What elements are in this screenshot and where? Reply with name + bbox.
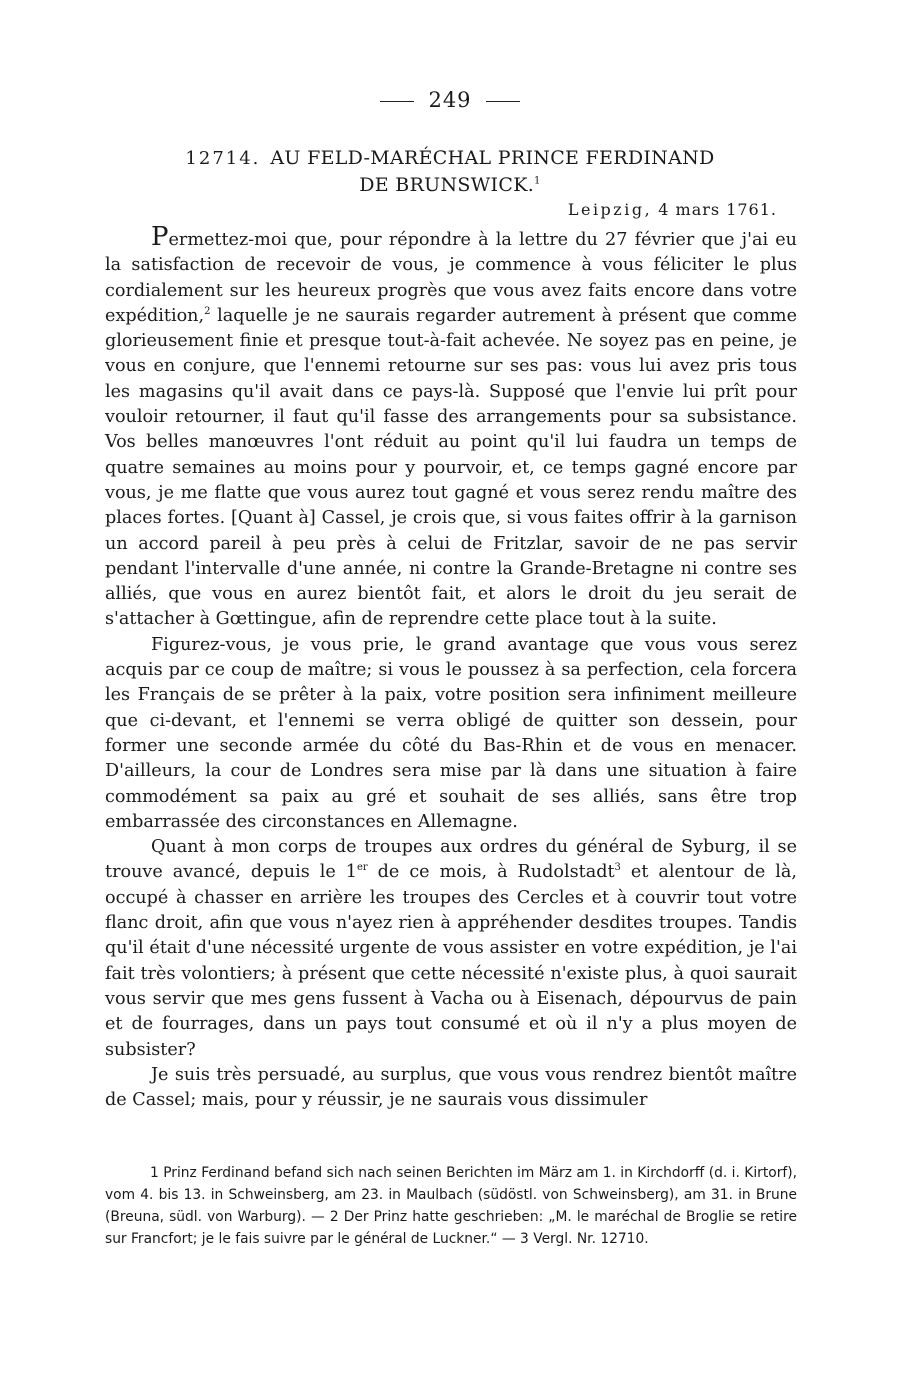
page-number	[0, 88, 900, 112]
page-number-dash-left	[380, 101, 414, 102]
paragraph-2: Figurez-vous, je vous prie, le grand avantage que vous vous serez acquis par ce coup de maître; si vous le poussez à sa perfection, cela forcera les Français de se prêter à la paix, votre position sera infiniment meilleure que ci-devant, et l'ennemi se verra obligé de quitter son dessein, pour former une seconde armée du côté du Bas-Rhin et de vous en menacer. D'ailleurs, la cour de Londres sera mise par là dans une situation à faire commodément sa paix au gré et souhait de ses alliés, sans être trop embarrassée des circonstances en Allemagne.	[105, 634, 797, 832]
paragraph-3-text-a: Quant à mon corps de troupes aux ordres du général de Syburg, il se trouve avancé, depuis le 1	[105, 837, 797, 883]
paragraph-3-text-b: de ce mois, à Rudolstadt	[367, 862, 615, 883]
paragraph-1-text-b: laquelle je ne saurais regarder autrement à présent que comme glorieusement finie et presque tout-à-fait achevée. Ne soyez pas en peine, je vous en conjure, que l'ennemi retourne sur ses pas: vous lui avez pris tous les magasins qu'il avait dans ce pays-là. Supposé que l'envie lui prît pour vouloir retourner, il faut qu'il fasse des arrangements pour sa subsistance. Vos belles manœuvres l'ont réduit au point qu'il lui faudra un temps de quatre semaines au moins pour y pourvoir, et, ce temps gagné encore par vous, je me flatte que vous aurez tout gagné et vous serez rendu maître des places fortes. [Quant à] Cassel, je crois que, si vous faites offrir à la garnison un accord pareil à peu près à celui de Fritzlar, savoir de ne pas servir pendant l'intervalle d'une année, ni contre la Grande-Bretagne ni contre ses alliés, que vous en aurez bientôt fait, et alors le droit du jeu serait de s'attacher à Gœttingue, afin de reprendre cette place tout à la suite.	[105, 305, 797, 630]
footnote-ref-1: 1	[534, 175, 541, 187]
ordinal-suffix: er	[356, 862, 368, 874]
footnote-ref-2: 2	[204, 306, 211, 318]
letter-title	[105, 145, 795, 199]
letter-number: 12714.	[185, 148, 261, 169]
page-number-text: 249	[428, 88, 472, 112]
footnotes-text: 1 Prinz Ferdinand befand sich nach seinen Berichten im März am 1. in Kirchdorff (d. i. Kirtorf), vom 4. bis 13. in Schweinsberg, am 23. in Maulbach (südöstl. von Schweinsberg), am 31. in Brune (Breuna, südl. von Warburg). — 2 Der Prinz hatte geschrieben: „M. le maréchal de Broglie se retire sur Francfort; je le fais suivre par le général de Luckner.“ — 3 Vergl. Nr. 12710.	[105, 1165, 797, 1247]
letter-body	[105, 222, 797, 1113]
footnotes	[105, 1162, 797, 1250]
page-number-dash-right	[486, 101, 520, 102]
paragraph-1	[105, 222, 797, 633]
paragraph-3-text-c: et alentour de là, occupé à chasser en arrière les troupes des Cercles et à couvrir tout votre flanc droit, afin que vous n'ayez rien à appréhender desdites troupes. Tandis qu'il était d'une nécessité urgente de vous assister en votre expédition, je l'ai fait très volontiers; à présent que cette nécessité n'existe plus, à quoi saurait vous servir que mes gens fussent à Vacha ou à Eisenach, dépourvus de pain et de fourrages, dans un pays tout consumé et où il n'y a plus moyen de subsister?	[105, 862, 797, 1060]
dateline	[568, 200, 777, 219]
paragraph-4: Je suis très persuadé, au surplus, que vous vous rendrez bientôt maître de Cassel; mais, pour y réussir, je ne saurais vous dissimuler	[105, 1064, 797, 1111]
paragraph-3	[105, 835, 797, 1063]
initial-letter: P	[151, 222, 169, 252]
dateline-date: 4 mars 1761.	[658, 200, 777, 219]
dateline-place: Leipzig,	[567, 200, 653, 219]
letter-title-line1: AU FELD-MARÉCHAL PRINCE FERDINAND	[270, 147, 715, 169]
letter-title-line2: DE BRUNSWICK.	[359, 174, 535, 196]
footnote-ref-3: 3	[614, 862, 621, 874]
paragraph-1-text-a: ermettez-moi que, pour répondre à la lettre du 27 février que j'ai eu la satisfaction de recevoir de vous, je commence à vous féliciter le plus cordialement sur les heureux progrès que vous avez faits encore dans votre expédition,	[105, 230, 797, 326]
